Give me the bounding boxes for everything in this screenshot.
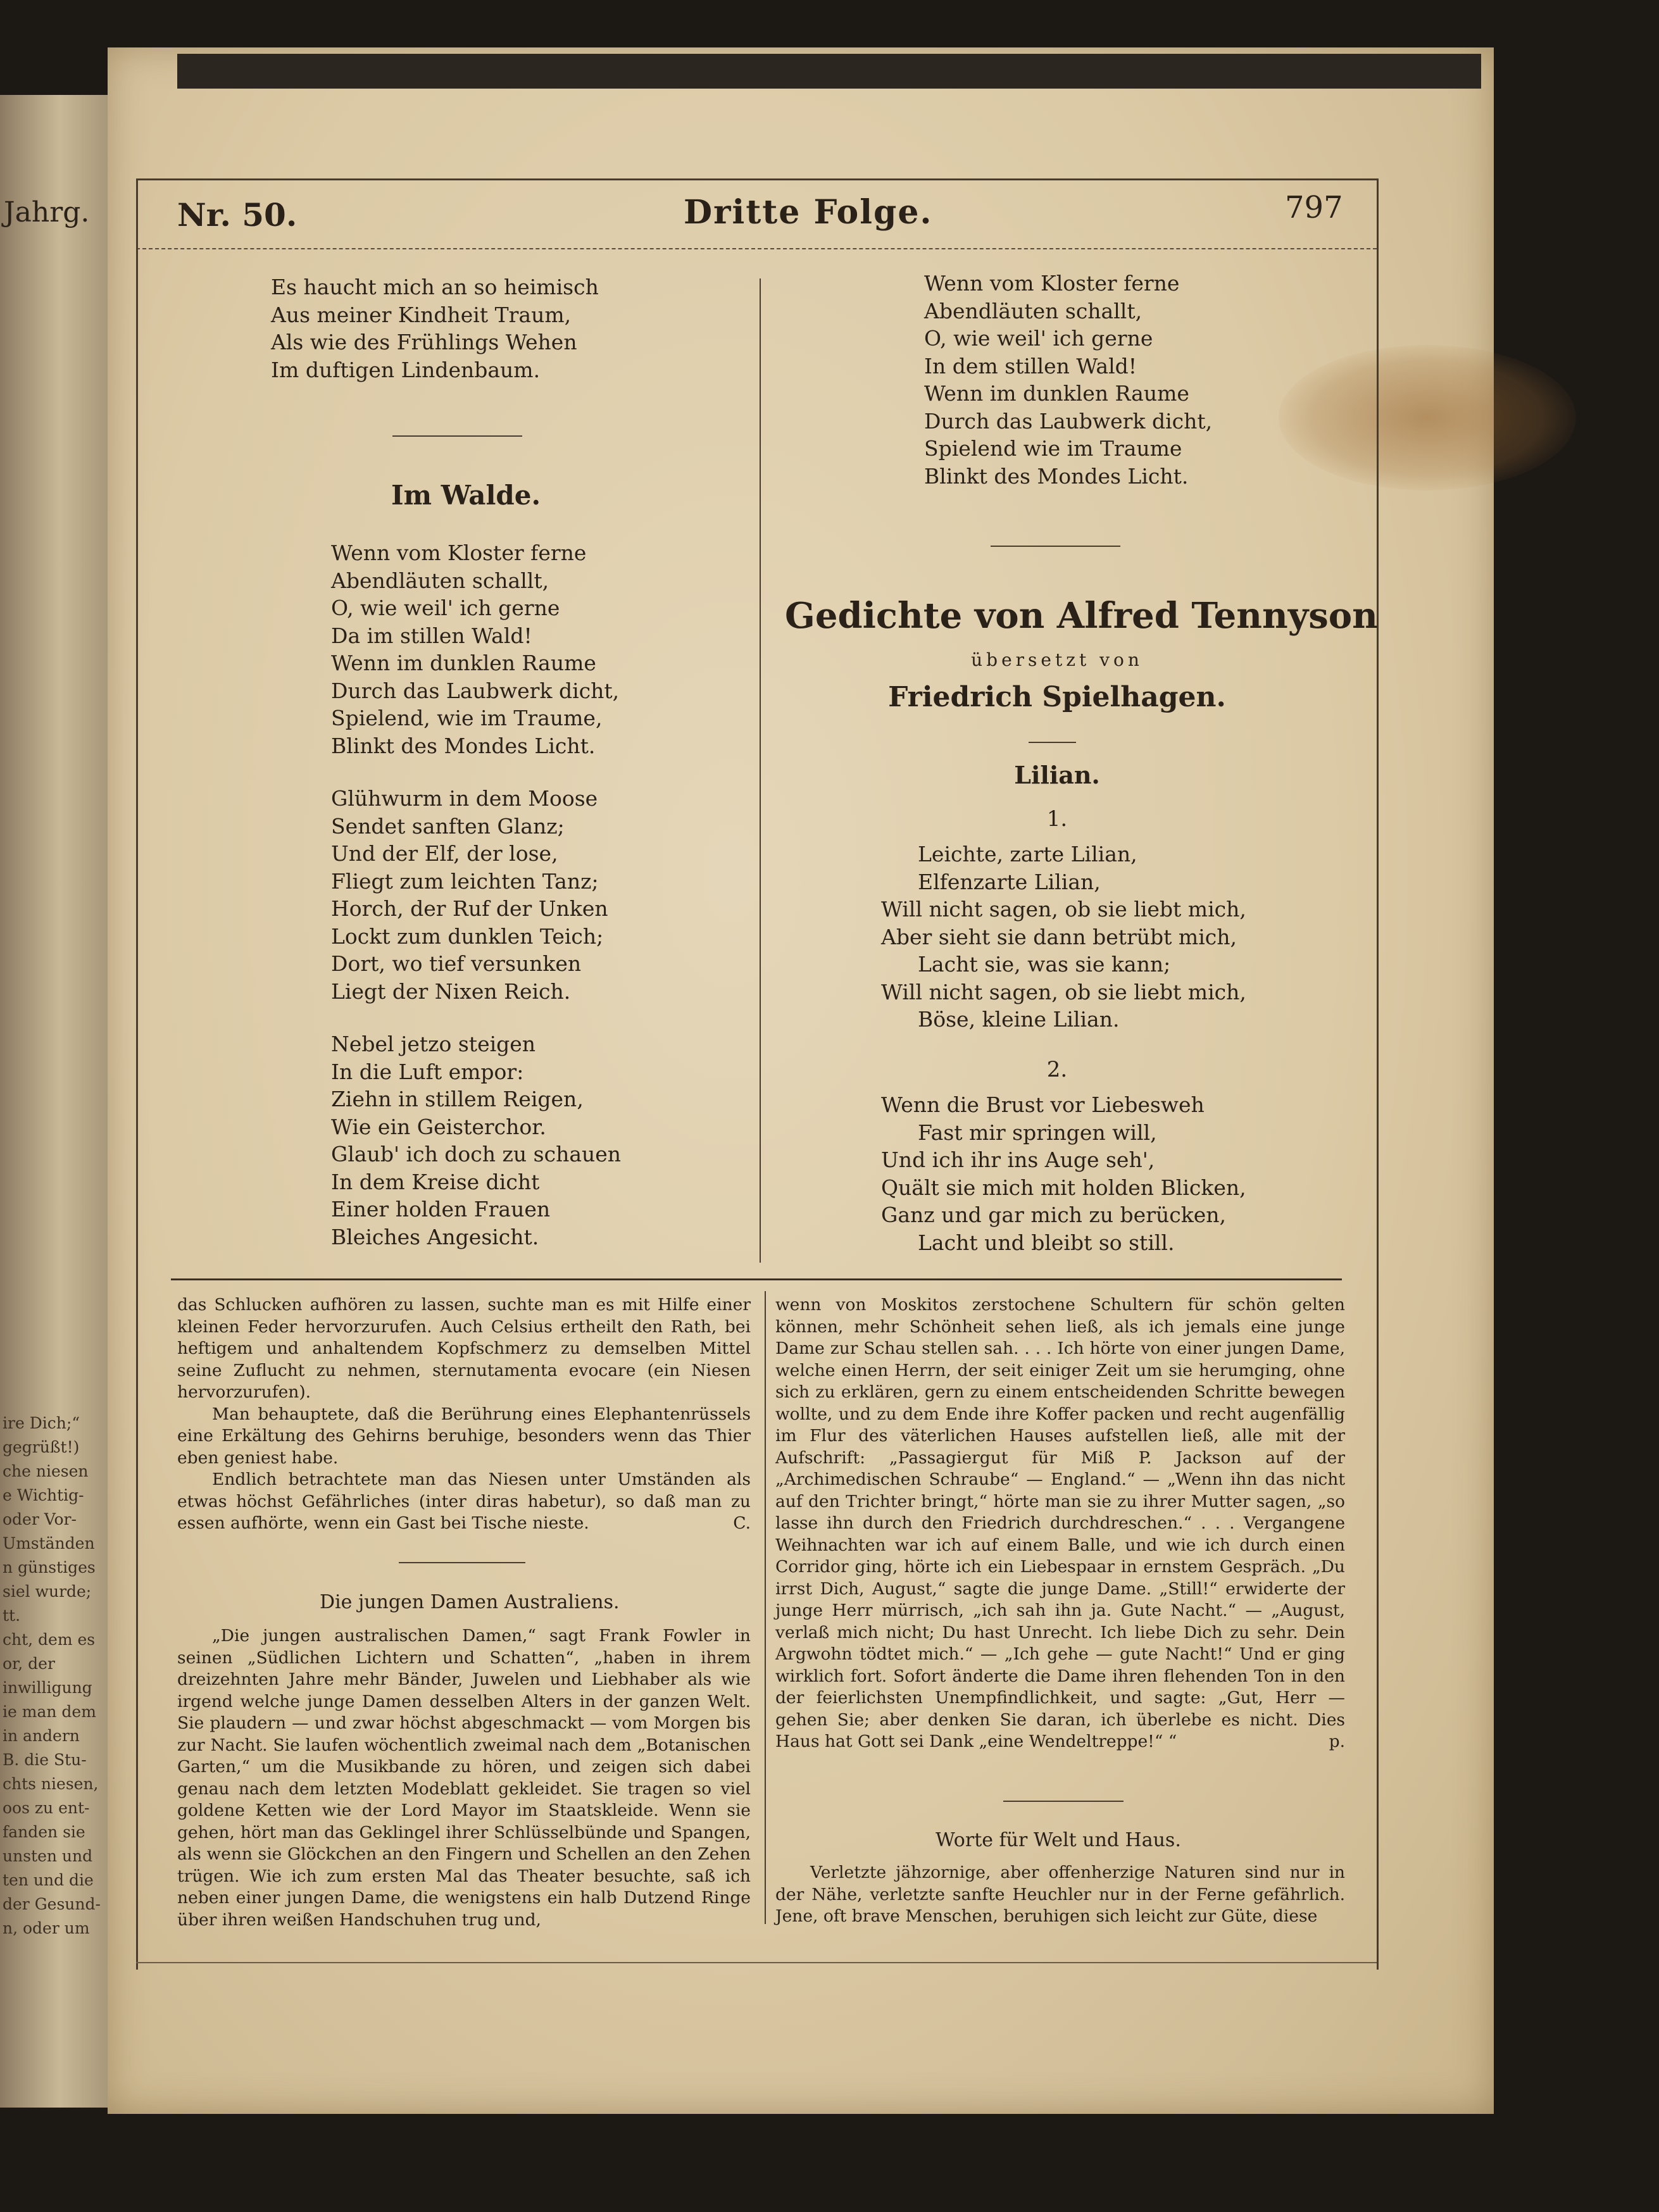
header-rule — [136, 178, 1377, 180]
paragraph: „Die jungen australischen Damen,“ sagt Frank Fowler in seinen „Südlichen Lichtern und Schatten“, „haben in ihrem dreizehnten Jahre mehr Bänder, Juwelen und Liebhaber als wie irgend welche junge Damen desselben Alters in der ganzen Welt. Sie plaudern — und zwar höchst abgeschmackt — vom Morgen bis zur Nacht. Sie laufen wöchentlich zweimal nach dem „Botanischen Garten,“ um die Musikbande zu hören, und zeigen sich dabei genau nach dem letzten Modeblatt gekleidet. Sie tragen so viel goldene Ketten wie der Lord Mayor im Staatskleide. Wenn sie gehen, hört man das Geklingel ihrer Schlüsselbünde und Spangen, als wenn sie Glöckchen an den Fingern und Schellen an den Zehen trügen. Wie ich zum ersten Mal das Theater besuchte, saß ich neben einer jungen Dame, die wenigstens ein halb Dutzend Ringe über ihren weißen Handschuhen trug und, — [177, 1626, 751, 1930]
verse-line: Blinkt des Mondes Licht. — [924, 463, 1189, 489]
verse-line: Bleiches Angesicht. — [331, 1224, 539, 1249]
facing-page-line: che niesen — [3, 1462, 89, 1480]
facing-page-line: n, oder um — [3, 1919, 90, 1937]
translator-name: Friedrich Spielhagen. — [888, 681, 1226, 713]
verse-line: Lockt zum dunklen Teich; — [331, 923, 604, 949]
facing-page-line: der Gesund- — [3, 1895, 101, 1913]
verse-line: Ziehn in stillem Reigen, — [331, 1087, 584, 1111]
column-divider-upper — [760, 278, 761, 1263]
paragraph — [177, 1469, 751, 1535]
facing-page-line: or, der — [3, 1654, 55, 1673]
paragraph — [775, 1294, 1345, 1753]
article-separator-right — [1003, 1801, 1124, 1802]
facing-page-line: chts niesen, — [3, 1775, 99, 1793]
verse-line: Wenn im dunklen Raume — [331, 651, 596, 675]
verse-line: Wenn vom Kloster ferne — [924, 271, 1180, 296]
lilian-part-2 — [881, 1091, 1246, 1256]
verse-line: Quält sie mich mit holden Blicken, — [881, 1175, 1246, 1200]
facing-page-line: gegrüßt!) — [3, 1438, 80, 1456]
author-signature: C. — [733, 1513, 751, 1533]
issue-number: Nr. 50. — [177, 196, 297, 234]
page-frame-right — [1377, 178, 1379, 1970]
verse-line: Liegt der Nixen Reich. — [331, 978, 571, 1004]
poem-stanza-continued — [924, 270, 1212, 490]
facing-page-line: siel wurde; — [3, 1582, 92, 1601]
verse-line: Elfenzarte Lilian, — [918, 869, 1101, 894]
byline: übersetzt von — [971, 649, 1143, 670]
verse-line: Durch das Laubwerk dicht, — [924, 408, 1213, 434]
verse-line: Will nicht sagen, ob sie liebt mich, — [881, 897, 1246, 922]
sneezing-article-ending — [177, 1294, 751, 1535]
verse-line: Ganz und gar mich zu berücken, — [881, 1203, 1226, 1227]
verse-line: Glaub' ich doch zu schauen — [331, 1142, 622, 1166]
paragraph: das Schlucken aufhören zu lassen, suchte man es mit Hilfe einer kleinen Feder hervorzurufen. Auch Celsius ertheilt den Rath, bei heftigem und anhaltendem Kopfschmerz zu demselben Mittel seine Zuflucht zu nehmen, sternutamenta evocare (ein Niesen hervorzurufen). — [177, 1295, 751, 1402]
facing-page-line: cht, dem es — [3, 1630, 96, 1649]
poem-stanza-3 — [331, 1030, 621, 1251]
verse-line: Lacht sie, was sie kann; — [918, 952, 1171, 977]
paragraph-text: Endlich betrachtete man das Niesen unter Umständen als etwas höchst Gefährliches (inter diras habetur), so daß man zu essen aufhörte, wenn ein Gast bei Tische nieste. — [177, 1470, 751, 1533]
verse-line: Wenn vom Kloster ferne — [331, 541, 587, 565]
verse-line: Wie ein Geisterchor. — [331, 1114, 546, 1139]
poem-stanza-2 — [331, 785, 608, 1005]
verse-line: Aus meiner Kindheit Traum, — [271, 302, 572, 327]
facing-page-line: oder Vor- — [3, 1510, 77, 1528]
australia-article-continued — [775, 1294, 1345, 1753]
verse-line: Will nicht sagen, ob sie liebt mich, — [881, 979, 1246, 1004]
author-signature: p. — [1329, 1732, 1345, 1751]
facing-page-line: oos zu ent- — [3, 1799, 90, 1817]
verse-line: Aber sieht sie dann betrübt mich, — [881, 924, 1237, 949]
page-frame-left — [136, 178, 138, 1970]
poem-title-lilian: Lilian. — [1014, 761, 1100, 789]
verse-line: Leichte, zarte Lilian, — [918, 842, 1137, 866]
facing-page-line: Umständen — [3, 1534, 95, 1553]
verse-line: Lacht und bleibt so still. — [918, 1230, 1175, 1255]
verse-line: Horch, der Ruf der Unken — [331, 896, 608, 921]
verse-line: Glühwurm in dem Moose — [331, 786, 598, 811]
verse-line: Fliegt zum leichten Tanz; — [331, 868, 599, 894]
facing-page-line: fanden sie — [3, 1823, 85, 1841]
verse-line: Sendet sanften Glanz; — [331, 813, 565, 839]
article-title-australia: Die jungen Damen Australiens. — [320, 1591, 620, 1613]
paragraph-text: wenn von Moskitos zerstochene Schultern für schön gelten können, mehr Schönheit sehen ließ, als ich jemals eine junge Dame zur Schau stellen sah. . . . Ich hörte von einer jungen Dame, welche einen Herrn, der seit einiger Zeit um sie herumging, ohne sich zu erklären, gern zu einem entscheidenden Schritte bewegen wollte, und zu dem Ende ihre Koffer packen und recht augenfällig im Flur des väterlichen Hauses aufstellen ließ, alle mit der Aufschrift: „Passagiergut für Miß P. Jackson auf der „Archimedischen Schraube“ — England.“ — „Wenn ihn das nicht auf den Trichter bringt,“ hörte man sie zu ihrer Mutter sagen, „so lasse ihn durch den Friedrich durchdreschen.“ . . . Vergangene Weihnachten war ich auf einem Balle, und wie ich durch einen Corridor ging, hörte ich ein Liebespaar in ernstem Gespräch. „Du irrst Dich, August,“ sagte die junge Dame. „Still!“ erwiderte der junge Herr mürrisch, „ich sah ihn ja. Gute Nacht.“ — „August, verlaß mich nicht; Du hast Unrecht. Ich liebe Dich zu sehr. Dein Argwohn tödtet mich.“ — „Ich gehe — gute Nacht!“ Und er ging wirklich fort. Sofort änderte die Dame ihren flehenden Ton in den der feierlichsten Unempfindlichkeit, und sagte: „Gut, Herr — gehen Sie; aber denken Sie daran, ich überlebe es nicht. Dies Haus hat Gott sei Dank „eine Wendeltreppe!“ “ — [775, 1295, 1345, 1751]
paper-stain — [1279, 345, 1576, 491]
verse-separator — [392, 435, 522, 437]
verse-line: Fast mir springen will, — [918, 1120, 1157, 1145]
poem-stanza-1 — [331, 539, 619, 759]
facing-page-line: ire Dich;“ — [3, 1414, 80, 1432]
verse-line: O, wie weil' ich gerne — [331, 596, 560, 620]
verse-line: Und ich ihr ins Auge seh', — [881, 1147, 1155, 1172]
verse-line: Wenn im dunklen Raume — [924, 381, 1189, 406]
verse-line: Spielend, wie im Traume, — [331, 706, 603, 730]
facing-page-line: unsten und — [3, 1847, 93, 1865]
article-title-worte: Worte für Welt und Haus. — [936, 1829, 1181, 1851]
facing-page-line: e Wichtig- — [3, 1486, 84, 1504]
facing-page-edge — [0, 95, 108, 2108]
verse-line: Durch das Laubwerk dicht, — [331, 678, 620, 703]
verse-line: Als wie des Frühlings Wehen — [271, 330, 577, 354]
facing-page-line: inwilligung — [3, 1678, 92, 1697]
verse-line: Spielend wie im Traume — [924, 436, 1182, 461]
verse-line: O, wie weil' ich gerne — [924, 326, 1153, 351]
worte-article — [775, 1862, 1345, 1928]
verse-line: Wenn die Brust vor Liebesweh — [881, 1092, 1205, 1117]
australia-article — [177, 1625, 751, 1931]
poem-title-im-walde: Im Walde. — [391, 480, 541, 511]
verse-line: Da im stillen Wald! — [331, 623, 532, 648]
facing-page-line: n günstiges — [3, 1558, 96, 1577]
facing-page-text — [3, 1411, 104, 1940]
facing-page-line: ie man dem — [3, 1703, 96, 1721]
verse-line: Und der Elf, der lose, — [331, 841, 558, 866]
part-number-1: 1. — [1046, 806, 1068, 832]
page-number: 797 — [1285, 190, 1343, 225]
verse-line: Blinkt des Mondes Licht. — [331, 733, 596, 758]
column-divider-lower — [765, 1291, 766, 1924]
verse-line: In dem stillen Wald! — [924, 353, 1137, 378]
part-number-2: 2. — [1046, 1057, 1068, 1082]
section-divider-rule — [171, 1278, 1342, 1280]
header-dashed-rule — [136, 248, 1377, 249]
tennyson-heading: Gedichte von Alfred Tennyson — [785, 595, 1378, 637]
facing-page-header: Jahrg. — [4, 196, 90, 228]
page-frame-bottom — [136, 1962, 1377, 1963]
verse-line: Nebel jetzo steigen — [331, 1032, 536, 1056]
facing-page-line: tt. — [3, 1606, 21, 1625]
verse-line: Böse, kleine Lilian. — [918, 1007, 1120, 1032]
lilian-part-1 — [881, 840, 1246, 1034]
article-separator — [399, 1562, 525, 1563]
verse-line: Abendläuten schallt, — [924, 298, 1143, 323]
short-rule — [1029, 742, 1076, 743]
paragraph: Verletzte jähzornige, aber offenherzige Naturen sind nur in der Nähe, verletzte sanfte Heuchler nur in der Ferne gefährlich. Jene, oft brave Menschen, beruhigen sich leicht zur Güte, diese — [775, 1863, 1345, 1926]
book-spine-shadow — [177, 54, 1481, 89]
paragraph: Man behauptete, daß die Berührung eines Elephantenrüssels eine Erkältung des Gehirns beruhige, besonders wenn das Thier eben geniest habe. — [177, 1404, 751, 1468]
verse-line: In die Luft empor: — [331, 1059, 524, 1084]
verse-line: Einer holden Frauen — [331, 1197, 551, 1222]
verse-line: Im duftigen Lindenbaum. — [271, 357, 541, 382]
facing-page-line: in andern — [3, 1727, 80, 1745]
verse-opening — [271, 273, 599, 384]
facing-page-line: ten und die — [3, 1871, 94, 1889]
verse-line: Abendläuten schallt, — [331, 568, 549, 593]
verse-separator-right — [991, 546, 1120, 547]
verse-line: Dort, wo tief versunken — [331, 951, 582, 976]
verse-line: Es haucht mich an so heimisch — [271, 275, 599, 299]
verse-line: In dem Kreise dicht — [331, 1169, 540, 1194]
facing-page-line: B. die Stu- — [3, 1751, 87, 1769]
series-title: Dritte Folge. — [684, 193, 933, 232]
